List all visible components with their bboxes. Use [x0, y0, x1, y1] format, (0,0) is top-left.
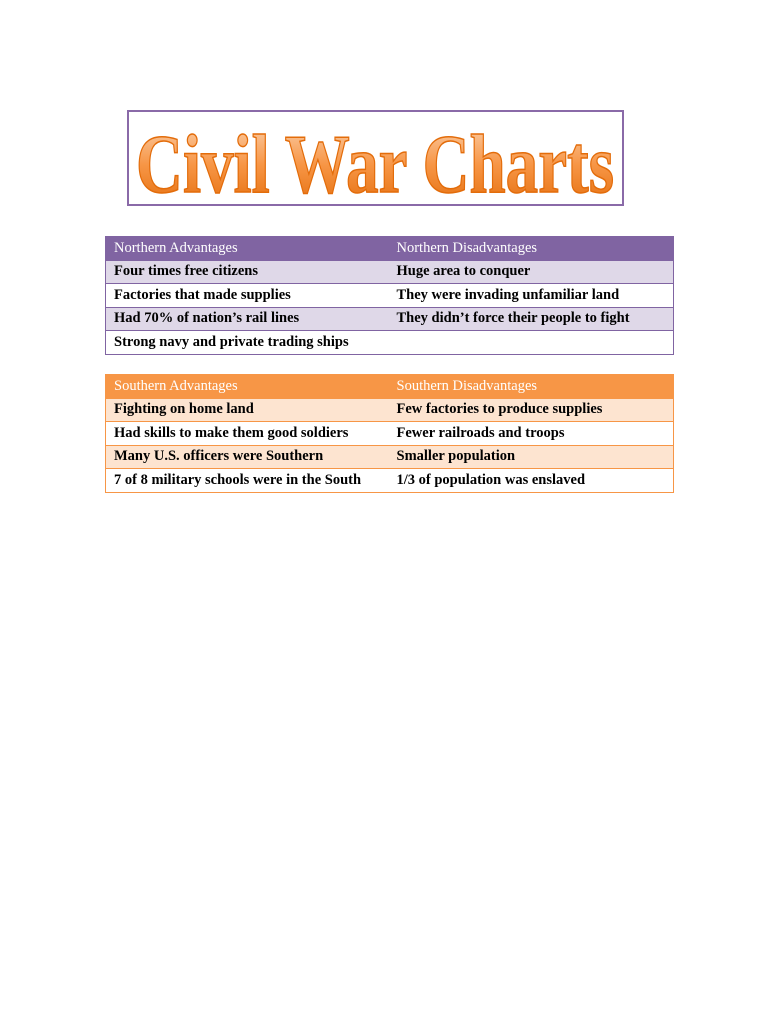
page-title: Civil War Charts [136, 118, 614, 211]
table-row [106, 260, 674, 284]
table-row [106, 398, 674, 422]
column-header: Southern Disadvantages [389, 375, 674, 399]
table-cell: Fighting on home land [106, 398, 389, 422]
table-cell: Fewer railroads and troops [389, 422, 674, 446]
table-cell: Had 70% of nation’s rail lines [106, 307, 389, 331]
table-header-row [106, 237, 674, 261]
column-header: Northern Disadvantages [389, 237, 674, 261]
title-banner [127, 110, 624, 211]
table-cell [389, 331, 674, 355]
table-row [106, 284, 674, 308]
table-cell: 7 of 8 military schools were in the South [106, 469, 389, 493]
table-row [106, 469, 674, 493]
table-cell: Had skills to make them good soldiers [106, 422, 389, 446]
table-cell: 1/3 of population was enslaved [389, 469, 674, 493]
northern-chart-table [105, 236, 674, 355]
table-cell: Factories that made supplies [106, 284, 389, 308]
column-header: Southern Advantages [106, 375, 389, 399]
title-art [129, 112, 622, 211]
table-cell: Smaller population [389, 445, 674, 469]
southern-chart-table [105, 374, 674, 493]
column-header: Northern Advantages [106, 237, 389, 261]
table-cell: They didn’t force their people to fight [389, 307, 674, 331]
table-row [106, 445, 674, 469]
table-row [106, 331, 674, 355]
table-cell: Huge area to conquer [389, 260, 674, 284]
table-cell: Few factories to produce supplies [389, 398, 674, 422]
table-cell: Many U.S. officers were Southern [106, 445, 389, 469]
table-cell: Four times free citizens [106, 260, 389, 284]
table-cell: They were invading unfamiliar land [389, 284, 674, 308]
table-row [106, 422, 674, 446]
table-row [106, 307, 674, 331]
table-header-row [106, 375, 674, 399]
table-cell: Strong navy and private trading ships [106, 331, 389, 355]
